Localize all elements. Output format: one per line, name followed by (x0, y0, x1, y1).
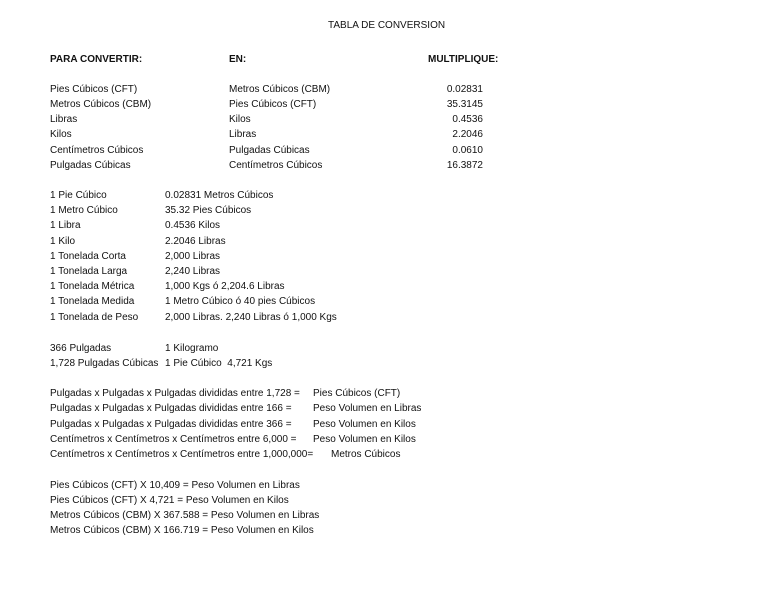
equiv-unit: 1 Metro Cúbico (50, 205, 118, 216)
formula-expr: Pulgadas x Pulgadas x Pulgadas divididas entre 1,728 = (50, 388, 300, 399)
conv-to: Libras (229, 129, 257, 140)
equiv-unit: 1 Libra (50, 220, 81, 231)
header-to: EN: (229, 54, 247, 65)
extra-unit: 366 Pulgadas (50, 343, 112, 354)
conv-factor: 16.3872 (446, 160, 483, 171)
weight-formula: Metros Cúbicos (CBM) X 166.719 = Peso Volumen en Kilos (50, 525, 314, 536)
conv-factor: 35.3145 (446, 99, 483, 110)
formula-result: Peso Volumen en Kilos (313, 434, 416, 445)
header-convert: PARA CONVERTIR: (50, 54, 143, 65)
equiv-value: 35.32 Pies Cúbicos (165, 205, 252, 216)
conv-from: Pulgadas Cúbicas (50, 160, 131, 171)
formula-expr: Pulgadas x Pulgadas x Pulgadas divididas entre 166 = (50, 403, 292, 414)
extra-value: 1 Kilogramo (165, 343, 219, 354)
equiv-value: 2.2046 Libras (165, 236, 226, 247)
extra-unit: 1,728 Pulgadas Cúbicas (50, 358, 159, 369)
equiv-value: 2,240 Libras (165, 266, 221, 277)
conv-to: Pies Cúbicos (CFT) (229, 99, 317, 110)
equiv-unit: 1 Tonelada Larga (50, 266, 128, 277)
conv-from: Libras (50, 114, 78, 125)
equiv-unit: 1 Tonelada de Peso (50, 312, 139, 323)
conv-to: Kilos (229, 114, 251, 125)
conv-factor: 2.2046 (452, 129, 483, 140)
formula-expr: Centímetros x Centímetros x Centímetros entre 6,000 = (50, 434, 297, 445)
formula-result: Peso Volumen en Kilos (313, 419, 416, 430)
equiv-value: 0.02831 Metros Cúbicos (165, 190, 274, 201)
conv-factor: 0.02831 (446, 84, 483, 95)
equiv-value: 1,000 Kgs ó 2,204.6 Libras (165, 281, 285, 292)
conv-factor: 0.4536 (452, 114, 483, 125)
equiv-value: 0.4536 Kilos (165, 220, 221, 231)
formula-expr: Pulgadas x Pulgadas x Pulgadas divididas entre 366 = (50, 419, 292, 430)
equiv-value: 1 Metro Cúbico ó 40 pies Cúbicos (165, 296, 316, 307)
header-multiply: MULTIPLIQUE: (428, 54, 499, 65)
equiv-unit: 1 Kilo (50, 236, 76, 247)
weight-formula: Pies Cúbicos (CFT) X 10,409 = Peso Volumen en Libras (50, 480, 300, 491)
conv-from: Kilos (50, 129, 72, 140)
formula-result: Pies Cúbicos (CFT) (313, 388, 401, 399)
formula-result: Peso Volumen en Libras (313, 403, 422, 414)
conv-from: Metros Cúbicos (CBM) (50, 99, 152, 110)
equiv-unit: 1 Tonelada Métrica (50, 281, 135, 292)
conv-from: Pies Cúbicos (CFT) (50, 84, 138, 95)
conv-to: Pulgadas Cúbicas (229, 145, 310, 156)
conv-to: Centímetros Cúbicos (229, 160, 323, 171)
extra-value: 1 Pie Cúbico 4,721 Kgs (165, 358, 273, 369)
equiv-unit: 1 Tonelada Medida (50, 296, 135, 307)
formula-expr: Centímetros x Centímetros x Centímetros entre 1,000,000= (50, 449, 314, 460)
page-title: TABLA DE CONVERSION (328, 20, 446, 31)
equiv-unit: 1 Pie Cúbico (50, 190, 107, 201)
conv-from: Centímetros Cúbicos (50, 145, 144, 156)
conv-factor: 0.0610 (452, 145, 483, 156)
equiv-value: 2,000 Libras. 2,240 Libras ó 1,000 Kgs (165, 312, 337, 323)
equiv-unit: 1 Tonelada Corta (50, 251, 126, 262)
conv-to: Metros Cúbicos (CBM) (229, 84, 331, 95)
weight-formula: Pies Cúbicos (CFT) X 4,721 = Peso Volumen en Kilos (50, 495, 289, 506)
formula-result: Metros Cúbicos (331, 449, 401, 460)
weight-formula: Metros Cúbicos (CBM) X 367.588 = Peso Volumen en Libras (50, 510, 320, 521)
equiv-value: 2,000 Libras (165, 251, 221, 262)
